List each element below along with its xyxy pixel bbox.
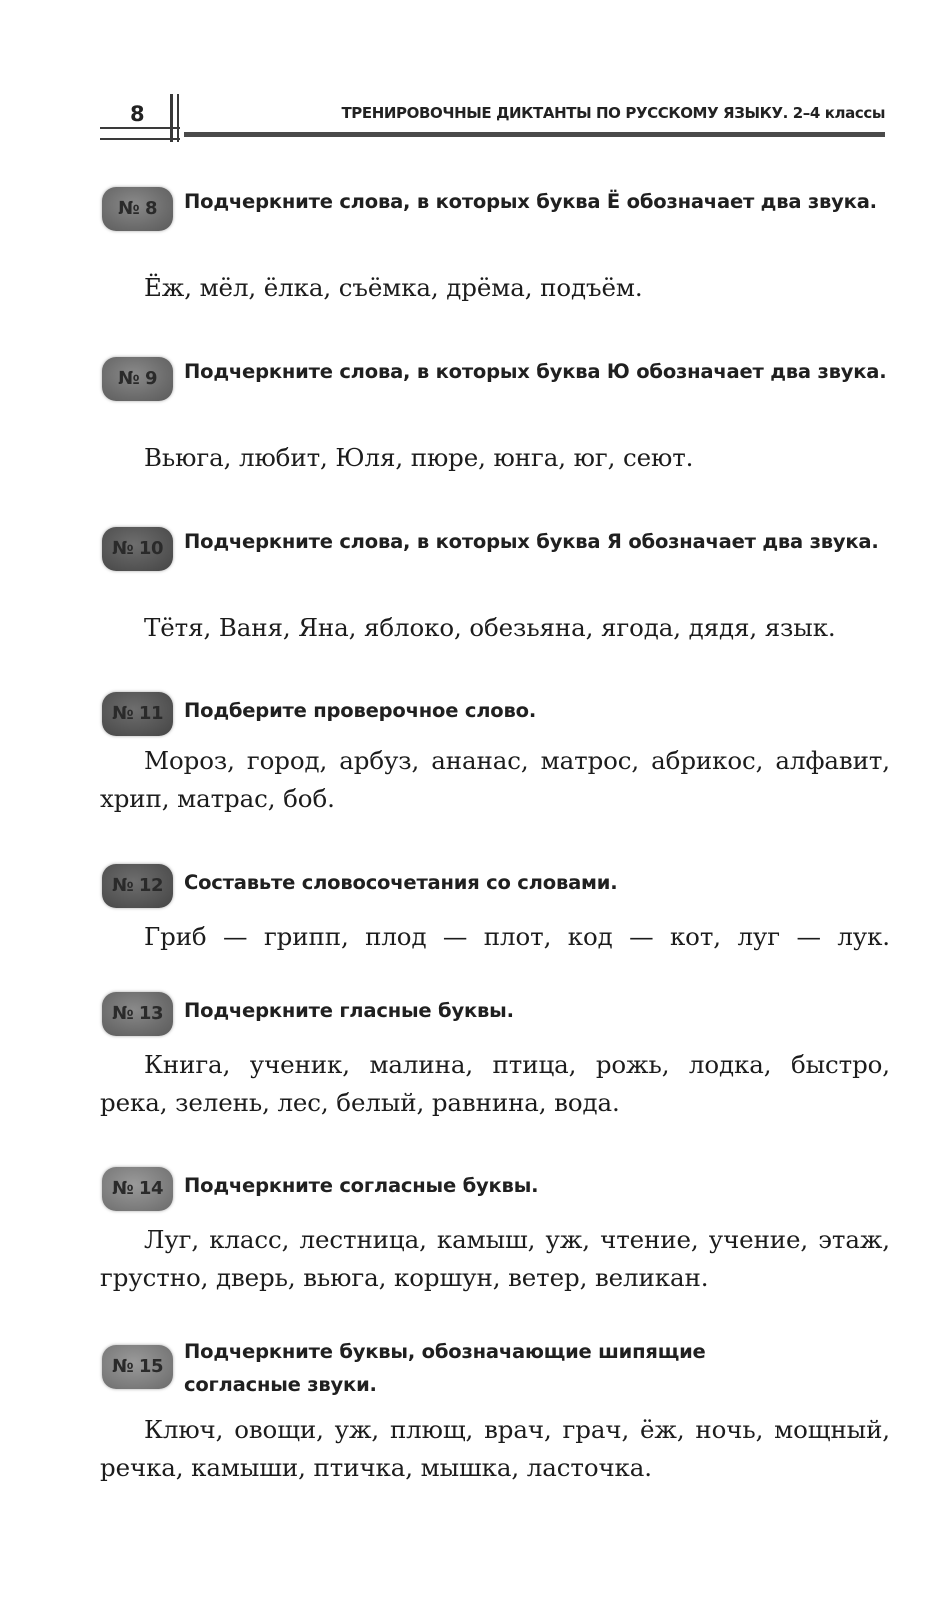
header-rule [100,127,180,129]
task-number-badge [102,692,173,736]
header-rule [100,138,180,140]
task-number-badge [102,187,173,231]
task-number-badge [102,357,173,401]
task-instruction: Составьте словосочетания со словами. [184,871,618,894]
task-number: № 15 [112,1356,163,1377]
task-words: Тётя, Ваня, Яна, яблоко, обезьяна, ягода, дядя, язык. [144,613,836,642]
header-divider [177,94,179,142]
task-instruction: Подчеркните согласные буквы. [184,1174,539,1197]
task-words: Мороз, город, арбуз, ананас, матрос, абрикос, алфавит, хрип, матрас, боб. [100,746,890,813]
task-instruction: Подберите проверочное слово. [184,699,537,722]
task-number: № 8 [118,198,157,219]
book-title: ТРЕНИРОВОЧНЫЕ ДИКТАНТЫ ПО РУССКОМУ ЯЗЫКУ. 2–4 классы [341,104,885,122]
page-number: 8 [130,102,145,126]
task-instruction: Подчеркните слова, в которых буква Ё обозначает два звука. [184,190,877,213]
task-number-badge [102,1345,173,1389]
task-words: Гриб — грипп, плод — плот, код — кот, луг — лук. [144,922,890,951]
task-number: № 11 [112,703,163,724]
task-instruction: Подчеркните слова, в которых буква Ю обозначает два звука. [184,360,887,383]
task-number-badge [102,1167,173,1211]
page-header [100,94,885,146]
task-words: Ключ, овощи, уж, плющ, врач, грач, ёж, ночь, мощный, речка, камыши, птичка, мышка, ласточка. [100,1415,890,1482]
task-words: Книга, ученик, малина, птица, рожь, лодка, быстро, река, зелень, лес, белый, равнина, вода. [100,1050,890,1117]
task-words: Вьюга, любит, Юля, пюре, юнга, юг, сеют. [144,443,694,472]
task-number: № 9 [118,368,157,389]
task-number: № 13 [112,1003,163,1024]
task-number: № 12 [112,875,163,896]
task-instruction: Подчеркните гласные буквы. [184,999,514,1022]
task-number-badge [102,992,173,1036]
task-number: № 14 [112,1178,163,1199]
task-words: Ёж, мёл, ёлка, съёмка, дрёма, подъём. [144,273,643,302]
task-instruction: Подчеркните слова, в которых буква Я обозначает два звука. [184,530,879,553]
task-instruction: Подчеркните буквы, обозначающие шипящие согласные звуки. [184,1340,706,1396]
task-words: Луг, класс, лестница, камыш, уж, чтение, учение, этаж, грустно, дверь, вьюга, коршун, ветер, великан. [100,1225,890,1292]
header-rule [184,132,885,137]
header-divider [170,94,173,142]
task-number-badge [102,527,173,571]
task-number-badge [102,864,173,908]
task-number: № 10 [112,538,163,559]
